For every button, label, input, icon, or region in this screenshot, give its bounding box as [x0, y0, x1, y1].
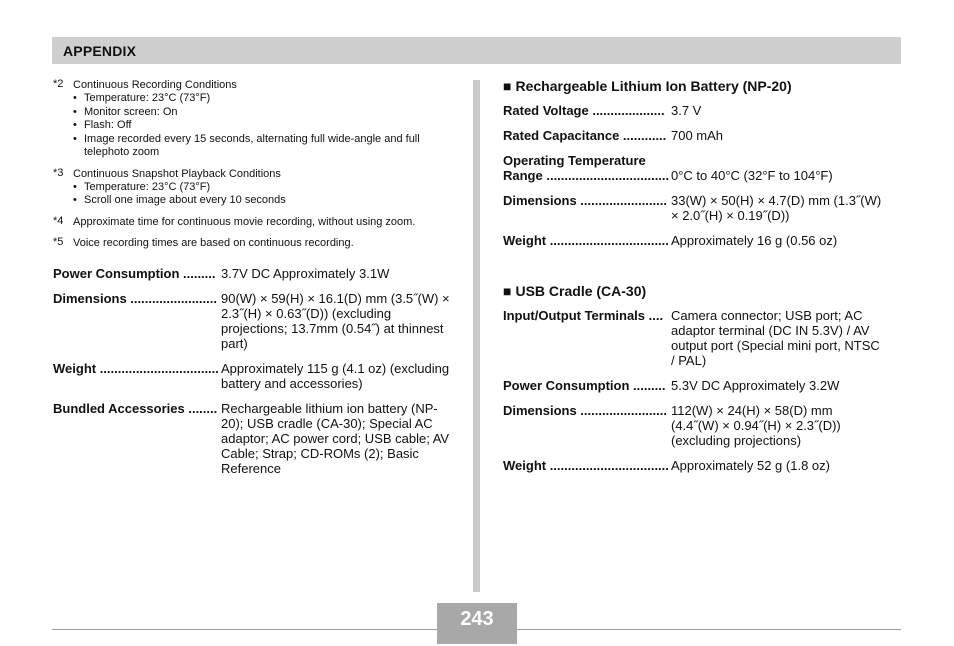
list-item: • Monitor screen: On [73, 105, 178, 118]
list-item: • Flash: Off [73, 119, 132, 131]
spec-label: Power Consumption ......... [53, 266, 216, 281]
spec-bundled-accessories [53, 401, 453, 476]
spec-label: Weight ................................. [53, 361, 219, 376]
spec-label: Weight ................................. [503, 458, 669, 473]
spec-operating-temperature [503, 153, 883, 183]
note-5 [53, 236, 463, 250]
spec-value: 90(W) × 59(H) × 16.1(D) mm (3.5˝(W) × 2.3˝(H) × 0.63˝(D)) (excluding projections; 13.7mm (0.54˝) at thinnest part) [221, 291, 450, 351]
list-item: • Scroll one image about every 10 seconds [73, 194, 286, 206]
spec-value: 700 mAh [671, 128, 724, 143]
spec-rated-capacitance [503, 128, 883, 143]
note-number: *2 [53, 78, 64, 90]
list-item: • Temperature: 23°C (73°F) [73, 92, 211, 104]
accessory-specs [503, 78, 883, 483]
spec-label: Input/Output Terminals .... [503, 308, 664, 323]
spec-value: 33(W) × 50(H) × 4.7(D) mm (1.3˝(W) × 2.0˝(H) × 0.19˝(D)) [671, 193, 882, 223]
bullet-icon: • [73, 194, 77, 206]
spec-label: Bundled Accessories ........ [53, 401, 218, 416]
spec-label: Dimensions ........................ [53, 291, 217, 306]
note-number: *5 [53, 235, 64, 248]
spec-power-consumption [53, 266, 453, 281]
note-bullets [53, 181, 463, 208]
spec-value: 5.3V DC Approximately 3.2W [671, 378, 840, 393]
cradle-section-title: ■ USB Cradle (CA-30) [503, 283, 647, 299]
spec-value: Approximately 16 g (0.56 oz) [671, 233, 838, 248]
note-number: *3 [53, 166, 64, 179]
spec-dimensions [53, 291, 453, 351]
note-text: Continuous Recording Conditions [73, 79, 237, 91]
header-bar [52, 37, 901, 64]
spec-value: Camera connector; USB port; AC adaptor terminal (DC IN 5.3V) / AV output port (Special mini port, NTSC / PAL) [671, 308, 880, 368]
spec-rated-voltage [503, 103, 883, 118]
note-4 [53, 215, 463, 229]
list-item: • Temperature: 23°C (73°F) [73, 180, 211, 193]
spec-value: 3.7 V [671, 103, 702, 118]
spec-cradle-dimensions [503, 403, 883, 448]
list-item: • Image recorded every 15 seconds, alternating full wide-angle and full telephoto zoom [73, 132, 420, 158]
spec-label: Rated Capacitance ............ [503, 128, 667, 143]
spec-label: Operating Temperature [503, 153, 646, 168]
spec-value: Rechargeable lithium ion battery (NP-20); USB cradle (CA-30); Special AC adaptor; AC power cord; USB cable; AV Cable; Strap; CD-ROMs (2); Basic Reference [221, 401, 450, 476]
note-bullets [53, 92, 463, 160]
spec-value: Approximately 115 g (4.1 oz) (excluding battery and accessories) [221, 361, 450, 391]
battery-section-title: ■ Rechargeable Lithium Ion Battery (NP-20) [503, 78, 792, 94]
bullet-icon: • [73, 132, 77, 145]
spec-battery-dimensions [503, 193, 883, 223]
bullet-icon: • [73, 180, 77, 193]
spec-label: Dimensions ........................ [503, 403, 667, 418]
spec-label: Rated Voltage .................... [503, 103, 665, 118]
spec-value: 112(W) × 24(H) × 58(D) mm (4.4˝(W) × 0.94˝(H) × 2.3˝(D)) (excluding projections) [671, 403, 841, 448]
note-text: Voice recording times are based on continuous recording. [73, 236, 354, 249]
bullet-icon: • [73, 105, 77, 118]
spec-label: Dimensions ........................ [503, 193, 667, 208]
page-number-box [437, 603, 517, 644]
spec-io-terminals [503, 308, 883, 368]
spec-cradle-weight [503, 458, 883, 473]
note-text: Approximate time for continuous movie recording, without using zoom. [73, 215, 416, 228]
spec-weight [53, 361, 453, 391]
spec-label: Power Consumption ......... [503, 378, 666, 393]
spec-label: Weight ................................. [503, 233, 669, 248]
note-3 [53, 167, 463, 208]
spec-label: Range .................................. [503, 168, 670, 183]
note-number: *4 [53, 214, 64, 227]
spec-value: 0°C to 40°C (32°F to 104°F) [671, 168, 833, 183]
bullet-icon: • [73, 119, 77, 131]
note-text: Continuous Snapshot Playback Conditions [73, 167, 281, 180]
notes-section [53, 78, 463, 257]
spec-value: Approximately 52 g (1.8 oz) [671, 458, 830, 473]
spec-cradle-power [503, 378, 883, 393]
bullet-icon: • [73, 92, 77, 104]
page-title: APPENDIX [63, 43, 137, 59]
spec-value: 3.7V DC Approximately 3.1W [221, 266, 390, 281]
square-bullet-icon: ■ [503, 78, 512, 94]
spec-battery-weight [503, 233, 883, 248]
camera-specs [53, 266, 453, 486]
column-divider [473, 80, 480, 592]
page-number: 243 [460, 608, 494, 630]
square-bullet-icon: ■ [503, 283, 512, 299]
note-2 [53, 78, 463, 160]
